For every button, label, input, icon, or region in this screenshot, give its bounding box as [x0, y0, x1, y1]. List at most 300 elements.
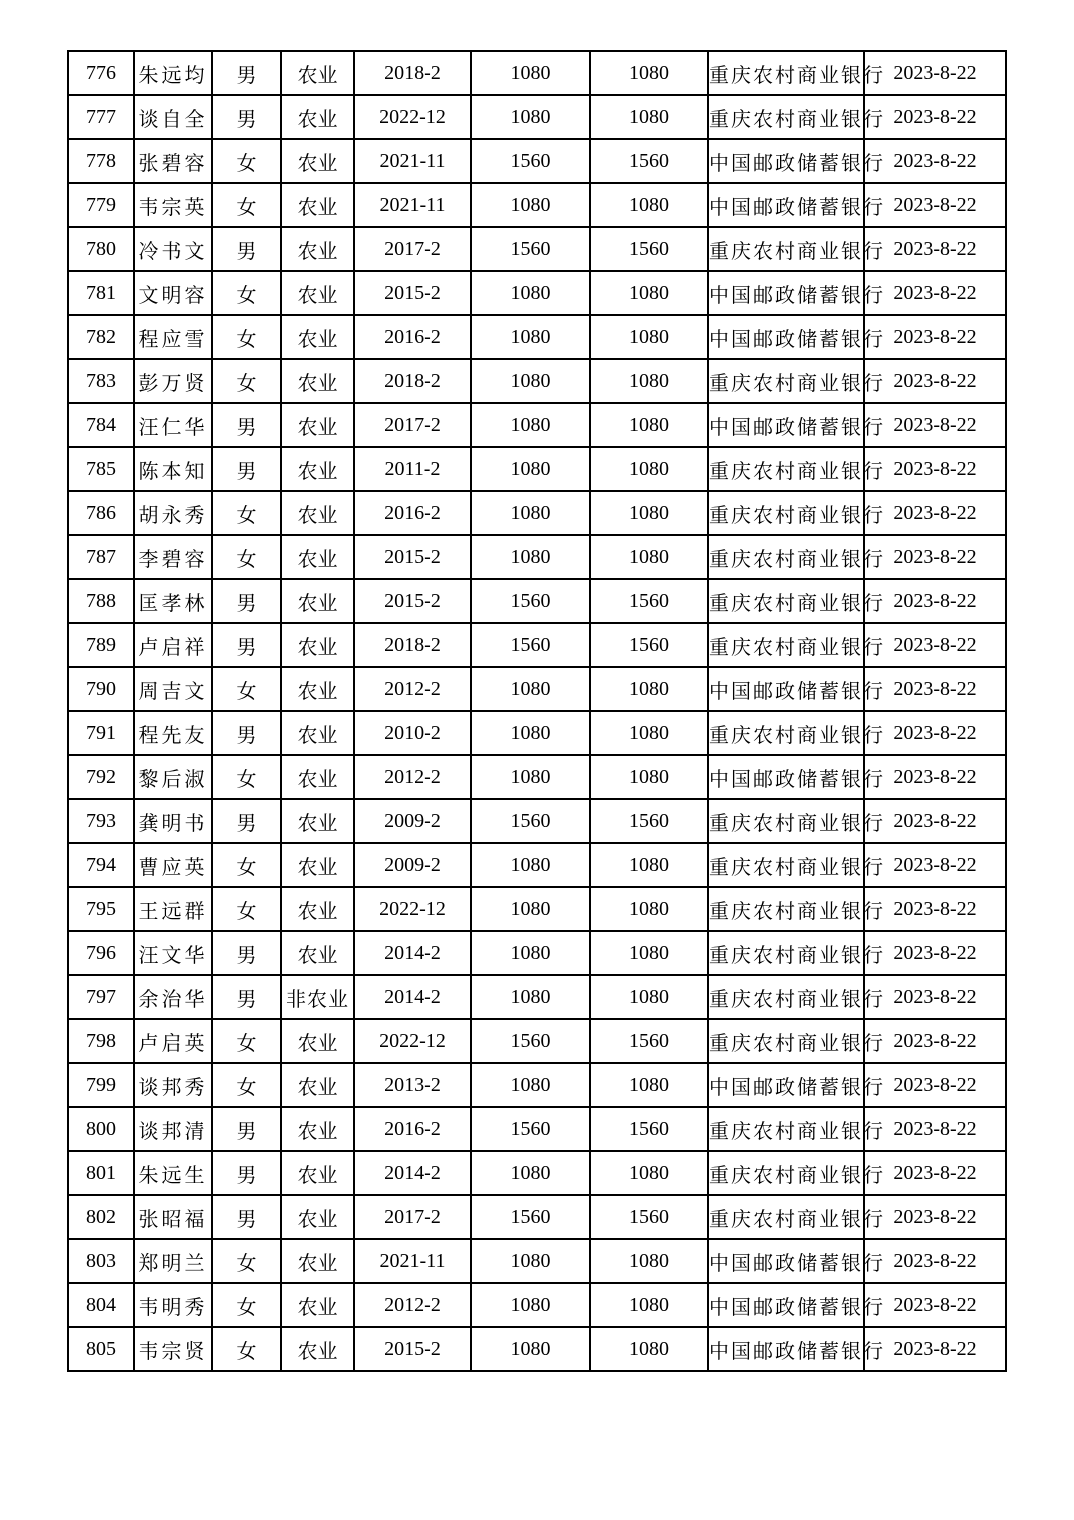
cell-household-type: 非农业 [281, 975, 354, 1019]
cell-number: 797 [68, 975, 134, 1019]
table-row [68, 139, 1006, 183]
cell-bank: 重庆农村商业银行 [708, 359, 864, 403]
cell-start-date: 2012-2 [354, 1283, 471, 1327]
cell-bank: 中国邮政储蓄银行 [708, 271, 864, 315]
table-row [68, 931, 1006, 975]
table-row [68, 447, 1006, 491]
cell-household-type: 农业 [281, 579, 354, 623]
table-body [68, 51, 1006, 1371]
cell-start-date: 2021-11 [354, 139, 471, 183]
cell-amount-standard: 1080 [471, 843, 590, 887]
table-row [68, 315, 1006, 359]
table-row [68, 799, 1006, 843]
cell-gender: 男 [212, 975, 281, 1019]
cell-bank: 中国邮政储蓄银行 [708, 1283, 864, 1327]
cell-payment-date: 2023-8-22 [864, 271, 1006, 315]
cell-payment-date: 2023-8-22 [864, 623, 1006, 667]
cell-name: 陈本知 [134, 447, 212, 491]
cell-bank: 中国邮政储蓄银行 [708, 1063, 864, 1107]
cell-name: 程应雪 [134, 315, 212, 359]
cell-payment-date: 2023-8-22 [864, 1151, 1006, 1195]
table-row [68, 535, 1006, 579]
cell-amount-standard: 1560 [471, 623, 590, 667]
cell-amount-standard: 1080 [471, 755, 590, 799]
cell-payment-date: 2023-8-22 [864, 975, 1006, 1019]
cell-household-type: 农业 [281, 711, 354, 755]
cell-amount-paid: 1080 [590, 535, 708, 579]
cell-bank: 重庆农村商业银行 [708, 931, 864, 975]
cell-amount-standard: 1560 [471, 1019, 590, 1063]
cell-name: 汪仁华 [134, 403, 212, 447]
cell-household-type: 农业 [281, 491, 354, 535]
cell-household-type: 农业 [281, 1195, 354, 1239]
cell-number: 787 [68, 535, 134, 579]
table-row [68, 491, 1006, 535]
cell-household-type: 农业 [281, 271, 354, 315]
cell-number: 801 [68, 1151, 134, 1195]
cell-amount-standard: 1080 [471, 271, 590, 315]
cell-number: 777 [68, 95, 134, 139]
cell-amount-standard: 1560 [471, 579, 590, 623]
cell-bank: 中国邮政储蓄银行 [708, 1239, 864, 1283]
table-row [68, 1283, 1006, 1327]
cell-gender: 女 [212, 271, 281, 315]
cell-bank: 重庆农村商业银行 [708, 447, 864, 491]
cell-number: 792 [68, 755, 134, 799]
cell-amount-standard: 1080 [471, 667, 590, 711]
cell-amount-paid: 1080 [590, 975, 708, 1019]
cell-start-date: 2017-2 [354, 1195, 471, 1239]
cell-bank: 中国邮政储蓄银行 [708, 755, 864, 799]
cell-number: 782 [68, 315, 134, 359]
cell-amount-standard: 1080 [471, 95, 590, 139]
cell-payment-date: 2023-8-22 [864, 1239, 1006, 1283]
cell-household-type: 农业 [281, 447, 354, 491]
cell-number: 780 [68, 227, 134, 271]
cell-gender: 男 [212, 579, 281, 623]
cell-name: 文明容 [134, 271, 212, 315]
table-row [68, 183, 1006, 227]
cell-name: 张碧容 [134, 139, 212, 183]
cell-gender: 男 [212, 447, 281, 491]
cell-start-date: 2011-2 [354, 447, 471, 491]
cell-name: 谈邦秀 [134, 1063, 212, 1107]
cell-name: 朱远均 [134, 51, 212, 95]
cell-start-date: 2014-2 [354, 975, 471, 1019]
cell-name: 韦宗贤 [134, 1327, 212, 1371]
cell-name: 胡永秀 [134, 491, 212, 535]
table-row [68, 887, 1006, 931]
cell-bank: 重庆农村商业银行 [708, 1195, 864, 1239]
cell-start-date: 2016-2 [354, 315, 471, 359]
cell-start-date: 2012-2 [354, 755, 471, 799]
cell-number: 805 [68, 1327, 134, 1371]
cell-number: 803 [68, 1239, 134, 1283]
cell-amount-standard: 1560 [471, 227, 590, 271]
cell-gender: 女 [212, 887, 281, 931]
cell-amount-paid: 1080 [590, 843, 708, 887]
cell-bank: 中国邮政储蓄银行 [708, 183, 864, 227]
cell-amount-paid: 1080 [590, 447, 708, 491]
cell-gender: 女 [212, 183, 281, 227]
cell-amount-standard: 1080 [471, 447, 590, 491]
cell-gender: 男 [212, 1195, 281, 1239]
cell-amount-paid: 1080 [590, 359, 708, 403]
cell-bank: 重庆农村商业银行 [708, 711, 864, 755]
cell-gender: 男 [212, 95, 281, 139]
cell-bank: 重庆农村商业银行 [708, 491, 864, 535]
table-row [68, 403, 1006, 447]
cell-amount-paid: 1080 [590, 1063, 708, 1107]
cell-number: 798 [68, 1019, 134, 1063]
cell-start-date: 2009-2 [354, 843, 471, 887]
table-row [68, 1151, 1006, 1195]
cell-amount-paid: 1560 [590, 623, 708, 667]
cell-start-date: 2022-12 [354, 95, 471, 139]
cell-name: 韦宗英 [134, 183, 212, 227]
cell-bank: 重庆农村商业银行 [708, 535, 864, 579]
table-row [68, 359, 1006, 403]
cell-start-date: 2016-2 [354, 1107, 471, 1151]
cell-name: 卢启祥 [134, 623, 212, 667]
table-row [68, 579, 1006, 623]
cell-amount-standard: 1080 [471, 887, 590, 931]
cell-payment-date: 2023-8-22 [864, 447, 1006, 491]
cell-amount-paid: 1080 [590, 315, 708, 359]
cell-amount-paid: 1560 [590, 1107, 708, 1151]
cell-amount-standard: 1560 [471, 139, 590, 183]
cell-household-type: 农业 [281, 139, 354, 183]
cell-number: 790 [68, 667, 134, 711]
cell-name: 程先友 [134, 711, 212, 755]
cell-household-type: 农业 [281, 1151, 354, 1195]
cell-gender: 女 [212, 843, 281, 887]
cell-start-date: 2015-2 [354, 271, 471, 315]
cell-bank: 重庆农村商业银行 [708, 579, 864, 623]
cell-name: 周吉文 [134, 667, 212, 711]
cell-number: 788 [68, 579, 134, 623]
cell-name: 龚明书 [134, 799, 212, 843]
cell-gender: 男 [212, 711, 281, 755]
table-row [68, 1239, 1006, 1283]
cell-household-type: 农业 [281, 403, 354, 447]
cell-number: 783 [68, 359, 134, 403]
cell-start-date: 2022-12 [354, 1019, 471, 1063]
cell-bank: 中国邮政储蓄银行 [708, 1327, 864, 1371]
cell-start-date: 2014-2 [354, 931, 471, 975]
cell-household-type: 农业 [281, 1283, 354, 1327]
cell-bank: 重庆农村商业银行 [708, 95, 864, 139]
table-row [68, 1063, 1006, 1107]
cell-amount-standard: 1080 [471, 359, 590, 403]
cell-name: 余治华 [134, 975, 212, 1019]
cell-household-type: 农业 [281, 51, 354, 95]
cell-number: 802 [68, 1195, 134, 1239]
cell-start-date: 2010-2 [354, 711, 471, 755]
cell-payment-date: 2023-8-22 [864, 843, 1006, 887]
cell-name: 谈自全 [134, 95, 212, 139]
cell-bank: 重庆农村商业银行 [708, 975, 864, 1019]
cell-start-date: 2018-2 [354, 359, 471, 403]
cell-payment-date: 2023-8-22 [864, 359, 1006, 403]
cell-number: 804 [68, 1283, 134, 1327]
table-row [68, 51, 1006, 95]
cell-amount-paid: 1080 [590, 271, 708, 315]
cell-payment-date: 2023-8-22 [864, 183, 1006, 227]
cell-amount-paid: 1080 [590, 755, 708, 799]
cell-household-type: 农业 [281, 799, 354, 843]
table-row [68, 1019, 1006, 1063]
cell-bank: 中国邮政储蓄银行 [708, 139, 864, 183]
cell-household-type: 农业 [281, 1063, 354, 1107]
cell-name: 郑明兰 [134, 1239, 212, 1283]
cell-gender: 男 [212, 1107, 281, 1151]
cell-amount-paid: 1080 [590, 931, 708, 975]
cell-amount-standard: 1080 [471, 711, 590, 755]
cell-payment-date: 2023-8-22 [864, 1063, 1006, 1107]
cell-name: 彭万贤 [134, 359, 212, 403]
cell-amount-paid: 1080 [590, 887, 708, 931]
cell-amount-paid: 1080 [590, 1283, 708, 1327]
cell-start-date: 2017-2 [354, 403, 471, 447]
cell-gender: 女 [212, 491, 281, 535]
cell-start-date: 2013-2 [354, 1063, 471, 1107]
cell-number: 796 [68, 931, 134, 975]
cell-start-date: 2021-11 [354, 183, 471, 227]
cell-household-type: 农业 [281, 931, 354, 975]
table-row [68, 711, 1006, 755]
cell-payment-date: 2023-8-22 [864, 535, 1006, 579]
cell-bank: 重庆农村商业银行 [708, 887, 864, 931]
table-row [68, 227, 1006, 271]
cell-amount-paid: 1080 [590, 711, 708, 755]
cell-payment-date: 2023-8-22 [864, 1019, 1006, 1063]
cell-gender: 女 [212, 359, 281, 403]
cell-payment-date: 2023-8-22 [864, 799, 1006, 843]
cell-amount-standard: 1080 [471, 1327, 590, 1371]
cell-payment-date: 2023-8-22 [864, 931, 1006, 975]
cell-name: 朱远生 [134, 1151, 212, 1195]
cell-household-type: 农业 [281, 95, 354, 139]
cell-gender: 女 [212, 1283, 281, 1327]
cell-amount-standard: 1080 [471, 975, 590, 1019]
table-row [68, 843, 1006, 887]
cell-start-date: 2015-2 [354, 579, 471, 623]
cell-number: 779 [68, 183, 134, 227]
cell-gender: 女 [212, 315, 281, 359]
cell-payment-date: 2023-8-22 [864, 579, 1006, 623]
cell-bank: 中国邮政储蓄银行 [708, 403, 864, 447]
cell-gender: 男 [212, 403, 281, 447]
cell-number: 794 [68, 843, 134, 887]
cell-start-date: 2015-2 [354, 535, 471, 579]
cell-number: 800 [68, 1107, 134, 1151]
cell-start-date: 2022-12 [354, 887, 471, 931]
cell-gender: 女 [212, 1327, 281, 1371]
table-row [68, 975, 1006, 1019]
cell-household-type: 农业 [281, 843, 354, 887]
cell-number: 781 [68, 271, 134, 315]
table-row [68, 755, 1006, 799]
cell-household-type: 农业 [281, 183, 354, 227]
cell-household-type: 农业 [281, 535, 354, 579]
cell-gender: 女 [212, 1063, 281, 1107]
cell-number: 784 [68, 403, 134, 447]
cell-start-date: 2015-2 [354, 1327, 471, 1371]
cell-amount-standard: 1560 [471, 799, 590, 843]
cell-payment-date: 2023-8-22 [864, 1107, 1006, 1151]
cell-amount-paid: 1560 [590, 227, 708, 271]
cell-amount-standard: 1080 [471, 931, 590, 975]
cell-bank: 重庆农村商业银行 [708, 623, 864, 667]
cell-start-date: 2018-2 [354, 51, 471, 95]
cell-amount-standard: 1080 [471, 51, 590, 95]
cell-name: 王远群 [134, 887, 212, 931]
table-row [68, 95, 1006, 139]
cell-amount-paid: 1080 [590, 51, 708, 95]
cell-amount-paid: 1080 [590, 1151, 708, 1195]
cell-bank: 重庆农村商业银行 [708, 1019, 864, 1063]
cell-bank: 重庆农村商业银行 [708, 51, 864, 95]
cell-number: 795 [68, 887, 134, 931]
cell-household-type: 农业 [281, 1327, 354, 1371]
cell-amount-paid: 1080 [590, 1239, 708, 1283]
cell-bank: 重庆农村商业银行 [708, 227, 864, 271]
table-row [68, 1327, 1006, 1371]
cell-number: 793 [68, 799, 134, 843]
cell-amount-standard: 1080 [471, 1283, 590, 1327]
cell-household-type: 农业 [281, 359, 354, 403]
cell-payment-date: 2023-8-22 [864, 403, 1006, 447]
table-row [68, 623, 1006, 667]
cell-payment-date: 2023-8-22 [864, 139, 1006, 183]
cell-start-date: 2016-2 [354, 491, 471, 535]
cell-number: 791 [68, 711, 134, 755]
cell-start-date: 2018-2 [354, 623, 471, 667]
cell-payment-date: 2023-8-22 [864, 315, 1006, 359]
cell-name: 李碧容 [134, 535, 212, 579]
cell-payment-date: 2023-8-22 [864, 711, 1006, 755]
cell-amount-standard: 1080 [471, 183, 590, 227]
cell-payment-date: 2023-8-22 [864, 95, 1006, 139]
cell-payment-date: 2023-8-22 [864, 667, 1006, 711]
cell-name: 张昭福 [134, 1195, 212, 1239]
cell-payment-date: 2023-8-22 [864, 1195, 1006, 1239]
cell-name: 汪文华 [134, 931, 212, 975]
cell-bank: 重庆农村商业银行 [708, 843, 864, 887]
cell-bank: 重庆农村商业银行 [708, 799, 864, 843]
cell-number: 778 [68, 139, 134, 183]
cell-amount-standard: 1080 [471, 1063, 590, 1107]
cell-bank: 中国邮政储蓄银行 [708, 667, 864, 711]
cell-gender: 女 [212, 1019, 281, 1063]
cell-amount-standard: 1080 [471, 403, 590, 447]
cell-start-date: 2017-2 [354, 227, 471, 271]
cell-gender: 男 [212, 931, 281, 975]
cell-gender: 女 [212, 535, 281, 579]
cell-bank: 中国邮政储蓄银行 [708, 315, 864, 359]
cell-amount-paid: 1560 [590, 799, 708, 843]
records-table [67, 50, 1007, 1372]
cell-amount-standard: 1080 [471, 535, 590, 579]
cell-name: 谈邦清 [134, 1107, 212, 1151]
cell-amount-paid: 1080 [590, 667, 708, 711]
cell-payment-date: 2023-8-22 [864, 227, 1006, 271]
cell-amount-paid: 1080 [590, 95, 708, 139]
cell-name: 冷书文 [134, 227, 212, 271]
cell-number: 785 [68, 447, 134, 491]
cell-start-date: 2009-2 [354, 799, 471, 843]
table-row [68, 271, 1006, 315]
cell-name: 黎后淑 [134, 755, 212, 799]
cell-payment-date: 2023-8-22 [864, 887, 1006, 931]
cell-gender: 女 [212, 1239, 281, 1283]
cell-payment-date: 2023-8-22 [864, 51, 1006, 95]
cell-bank: 重庆农村商业银行 [708, 1151, 864, 1195]
cell-name: 韦明秀 [134, 1283, 212, 1327]
cell-household-type: 农业 [281, 315, 354, 359]
cell-amount-paid: 1560 [590, 579, 708, 623]
cell-gender: 男 [212, 623, 281, 667]
cell-gender: 男 [212, 799, 281, 843]
cell-amount-paid: 1080 [590, 491, 708, 535]
cell-name: 卢启英 [134, 1019, 212, 1063]
cell-payment-date: 2023-8-22 [864, 1327, 1006, 1371]
cell-amount-paid: 1560 [590, 1019, 708, 1063]
cell-household-type: 农业 [281, 667, 354, 711]
cell-household-type: 农业 [281, 887, 354, 931]
cell-bank: 重庆农村商业银行 [708, 1107, 864, 1151]
cell-gender: 女 [212, 139, 281, 183]
cell-start-date: 2012-2 [354, 667, 471, 711]
table-row [68, 1107, 1006, 1151]
cell-household-type: 农业 [281, 1239, 354, 1283]
cell-amount-standard: 1080 [471, 1239, 590, 1283]
cell-household-type: 农业 [281, 755, 354, 799]
cell-household-type: 农业 [281, 227, 354, 271]
cell-payment-date: 2023-8-22 [864, 491, 1006, 535]
cell-number: 789 [68, 623, 134, 667]
cell-gender: 男 [212, 51, 281, 95]
cell-gender: 男 [212, 1151, 281, 1195]
cell-name: 匡孝林 [134, 579, 212, 623]
cell-amount-standard: 1080 [471, 1151, 590, 1195]
cell-number: 776 [68, 51, 134, 95]
cell-amount-paid: 1080 [590, 403, 708, 447]
cell-number: 786 [68, 491, 134, 535]
cell-household-type: 农业 [281, 1019, 354, 1063]
table-row [68, 1195, 1006, 1239]
cell-amount-paid: 1080 [590, 183, 708, 227]
cell-start-date: 2021-11 [354, 1239, 471, 1283]
cell-name: 曹应英 [134, 843, 212, 887]
cell-gender: 女 [212, 755, 281, 799]
cell-amount-standard: 1560 [471, 1107, 590, 1151]
cell-amount-paid: 1560 [590, 139, 708, 183]
cell-start-date: 2014-2 [354, 1151, 471, 1195]
cell-amount-standard: 1080 [471, 491, 590, 535]
cell-gender: 女 [212, 667, 281, 711]
cell-amount-standard: 1560 [471, 1195, 590, 1239]
cell-payment-date: 2023-8-22 [864, 755, 1006, 799]
cell-payment-date: 2023-8-22 [864, 1283, 1006, 1327]
cell-amount-paid: 1080 [590, 1327, 708, 1371]
cell-household-type: 农业 [281, 623, 354, 667]
cell-amount-standard: 1080 [471, 315, 590, 359]
cell-household-type: 农业 [281, 1107, 354, 1151]
cell-amount-paid: 1560 [590, 1195, 708, 1239]
table-row [68, 667, 1006, 711]
